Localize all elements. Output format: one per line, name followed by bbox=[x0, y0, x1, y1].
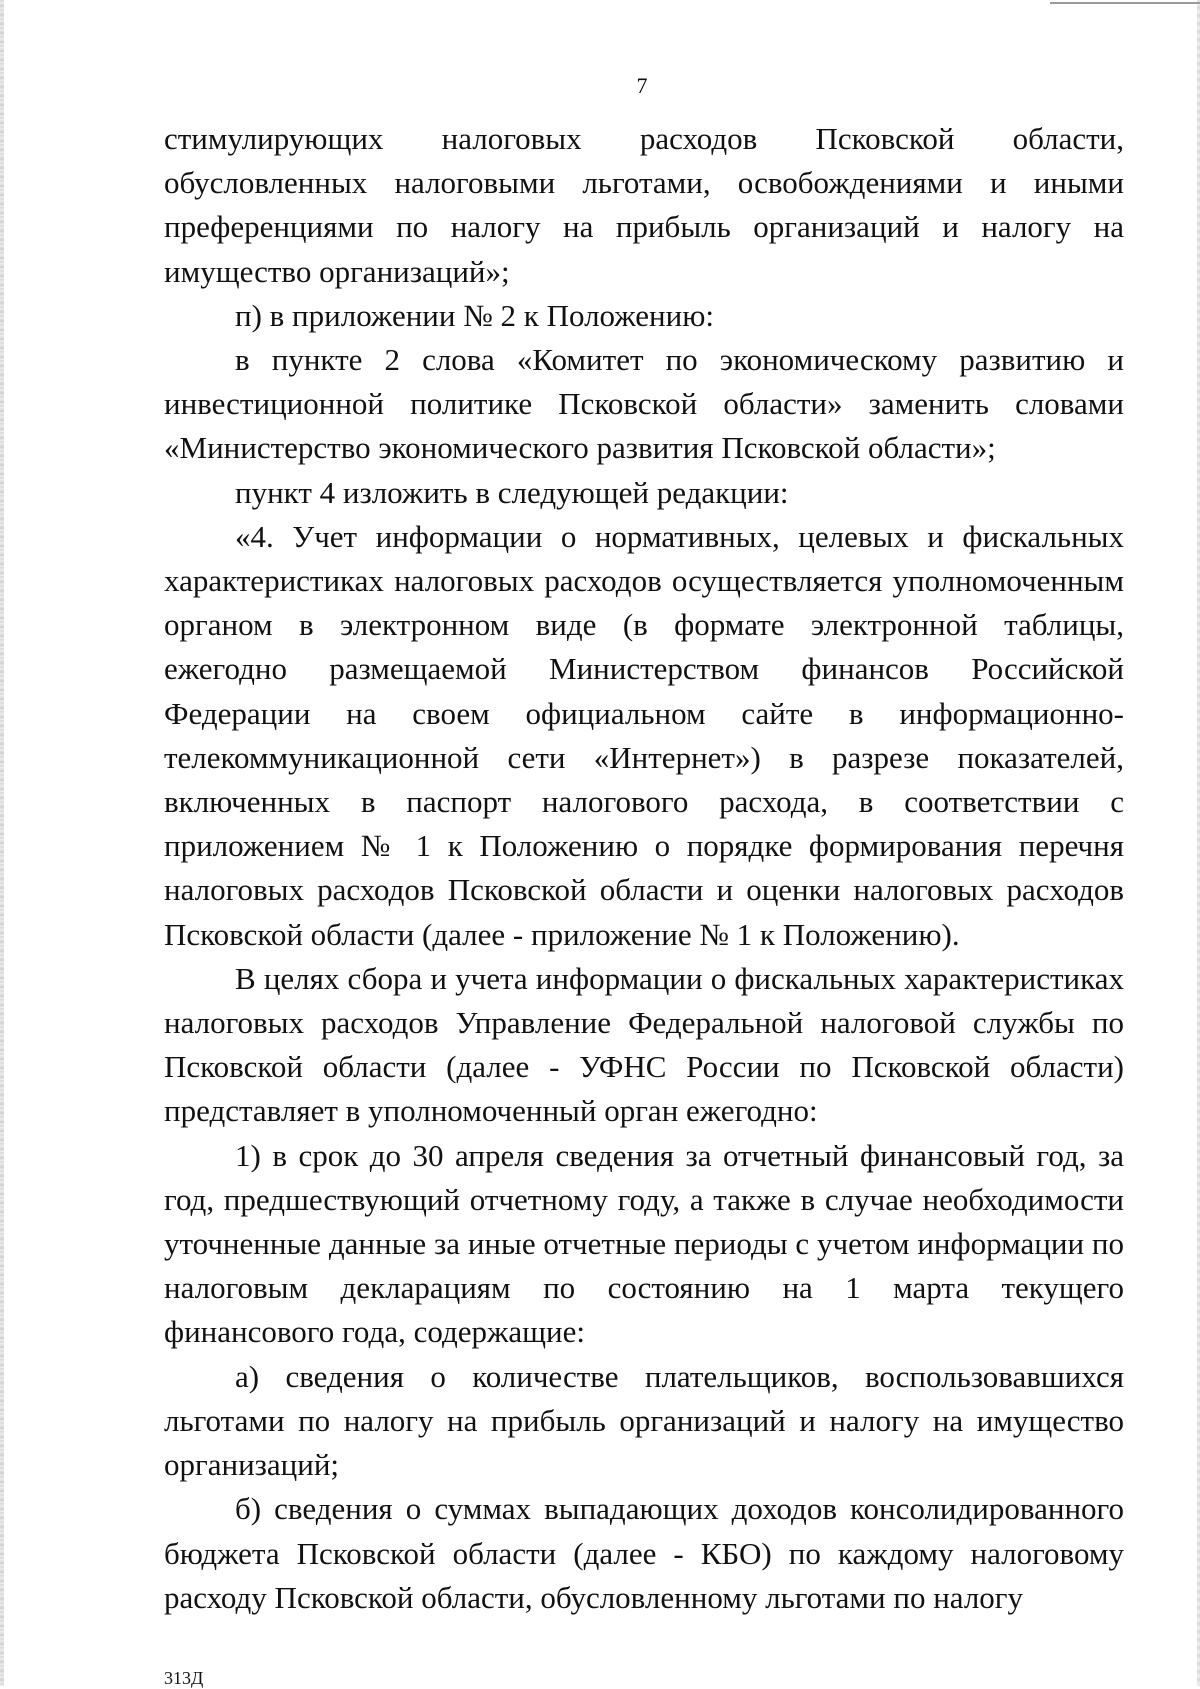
paragraph: «4. Учет информации о нормативных, целевых и фискальных характеристиках налоговых расходов осуществляется уполномоченным органом в электронном виде (в формате электронной таблицы, ежегодно размещаемой Министерством финансов Российской Федерации на своем официальном сайте в информационно-телекоммуникационной сети «Интернет») в разрезе показателей, включенных в паспорт налогового расхода, в соответствии с приложением № 1 к Положению о порядке формирования перечня налоговых расходов Псковской области и оценки налоговых расходов Псковской области (далее - приложение № 1 к Положению). bbox=[164, 518, 1124, 952]
scan-edge-left bbox=[0, 0, 4, 1686]
paragraph: В целях сбора и учета информации о фискальных характеристиках налоговых расходов Управление Федеральной налоговой службы по Псковской области (далее - УФНС России по Псковской области) представляет в уполномоченный орган ежегодно: bbox=[164, 960, 1124, 1129]
document-body bbox=[164, 117, 1124, 1620]
paragraph: в пункте 2 слова «Комитет по экономическому развитию и инвестиционной политике Псковской области» заменить словами «Министерство экономического развития Псковской области»; bbox=[164, 342, 1124, 466]
document-code: 313Д bbox=[164, 1668, 204, 1688]
page-number: 7 bbox=[636, 73, 648, 98]
paragraph: а) сведения о количестве плательщиков, воспользовавшихся льготами по налогу на прибыль организаций и налогу на имущество организаций; bbox=[164, 1358, 1124, 1483]
scan-top-line bbox=[1050, 2, 1200, 4]
paragraph: пункт 4 изложить в следующей редакции: bbox=[235, 474, 789, 510]
paragraph: п) в приложении № 2 к Положению: bbox=[235, 297, 715, 333]
paragraph: стимулирующих налоговых расходов Псковской области, обусловленных налоговыми льготами, освобождениями и иными преференциями по налогу на прибыль организаций и налогу на имущество организаций»; bbox=[164, 121, 1124, 289]
paragraph: б) сведения о суммах выпадающих доходов консолидированного бюджета Псковской области (далее - КБО) по каждому налоговому расходу Псковской области, обусловленному льготами по налогу bbox=[164, 1491, 1124, 1615]
paragraph: 1) в срок до 30 апреля сведения за отчетный финансовый год, за год, предшествующий отчетному году, а также в случае необходимости уточненные данные за иные отчетные периоды с учетом информации по налоговым декларациям по состоянию на 1 марта текущего финансового года, содержащие: bbox=[164, 1137, 1124, 1350]
